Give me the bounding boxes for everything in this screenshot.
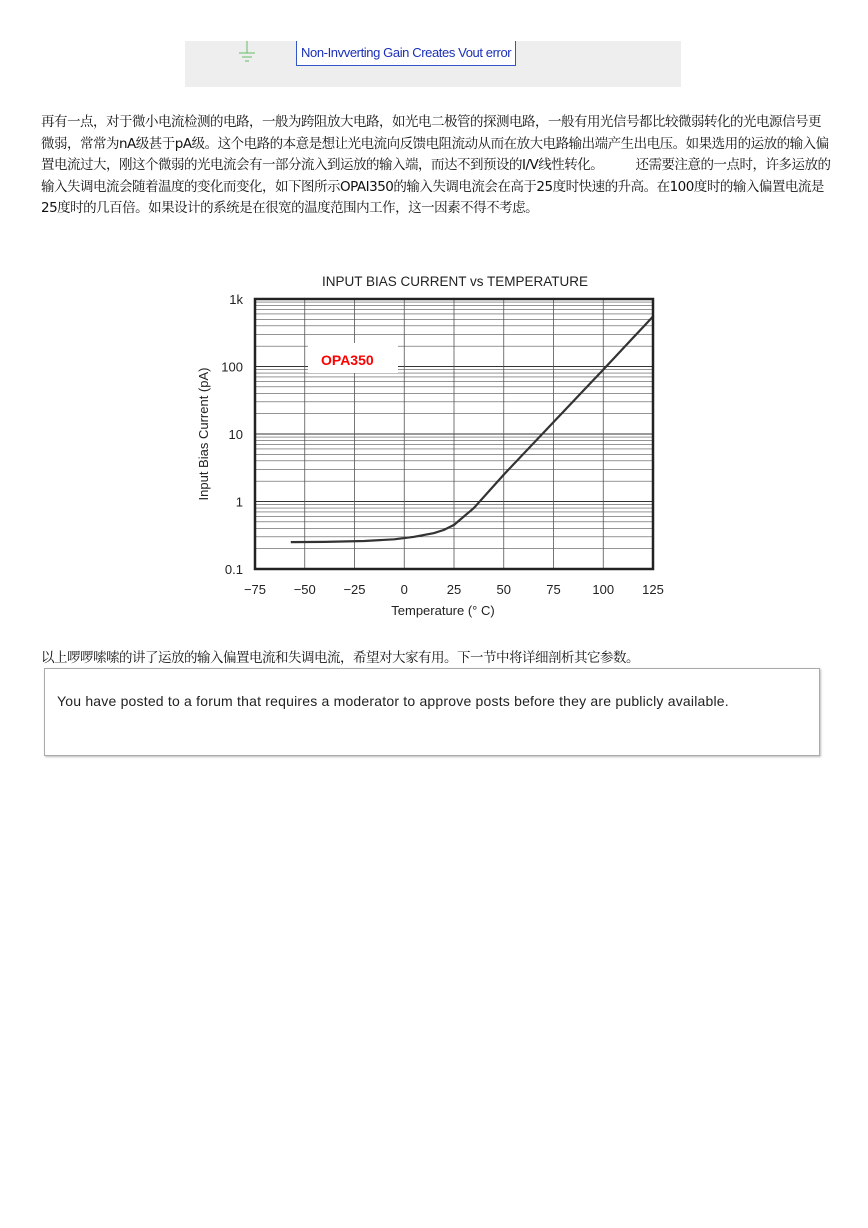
ground-symbol-icon xyxy=(237,41,257,63)
y-tick-label: 1 xyxy=(235,494,243,510)
chart-annotation-opa350: OPA350 xyxy=(321,352,374,368)
y-axis-label: Input Bias Current (pA) xyxy=(196,367,211,501)
circuit-caption-label: Non-Invverting Gain Creates Vout error xyxy=(296,41,516,66)
y-tick-label: 100 xyxy=(221,359,243,375)
chart-svg xyxy=(190,262,680,624)
x-tick-label: 0 xyxy=(400,582,408,597)
moderation-notice-text: You have posted to a forum that requires a moderator to approve posts before they are publicly available. xyxy=(57,693,729,709)
x-tick-label: 25 xyxy=(446,582,462,597)
y-tick-label: 0.1 xyxy=(224,562,243,577)
x-axis-label: Temperature (° C) xyxy=(391,603,495,618)
body-paragraph-1: 再有一点，对于微小电流检测的电路，一般为跨阻放大电路，如光电二极管的探测电路，一般有用光信号都比较微弱转化的光电源信号更微弱，常常为nA级甚于pA级。这个电路的本意是想让光电流向反馈电阻流动从而在放大电路输出端产生出电压。如果选用的运放的输入偏置电流过大，刚这个微弱的光电流会有一部分流入到运放的输入端，而达不到预设的I/V线性转化。 还需要注意的一点时，许多运放的输入失调电流会随着温度的变化而变化，如下图所示OPAI350的输入失调电流会在高于25度时快速的升高。在100度时的输入偏置电流是25度时的几百倍。如果设计的系统是在很宽的温度范围内工作，这一因素不得不考虑。 xyxy=(41,114,831,216)
moderation-notice xyxy=(44,668,820,756)
y-tick-label: 1k xyxy=(229,292,243,307)
x-tick-labels xyxy=(244,582,664,597)
input-bias-current-chart xyxy=(190,262,680,624)
x-tick-label: 125 xyxy=(642,582,664,597)
x-tick-label: 75 xyxy=(546,582,561,597)
x-tick-label: 50 xyxy=(496,582,511,597)
x-tick-label: 100 xyxy=(592,582,615,597)
x-tick-label: −25 xyxy=(343,582,366,597)
chart-title: INPUT BIAS CURRENT vs TEMPERATURE xyxy=(321,274,589,289)
y-tick-label: 10 xyxy=(228,427,243,442)
x-tick-label: −50 xyxy=(293,582,316,597)
y-tick-labels xyxy=(221,292,243,577)
x-tick-label: −75 xyxy=(243,582,267,597)
circuit-figure xyxy=(185,41,681,87)
body-paragraph-2: 以上啰啰嗦嗦的讲了运放的输入偏置电流和失调电流，希望对大家有用。下一节中将详细剖析其它参数。 xyxy=(41,650,639,666)
